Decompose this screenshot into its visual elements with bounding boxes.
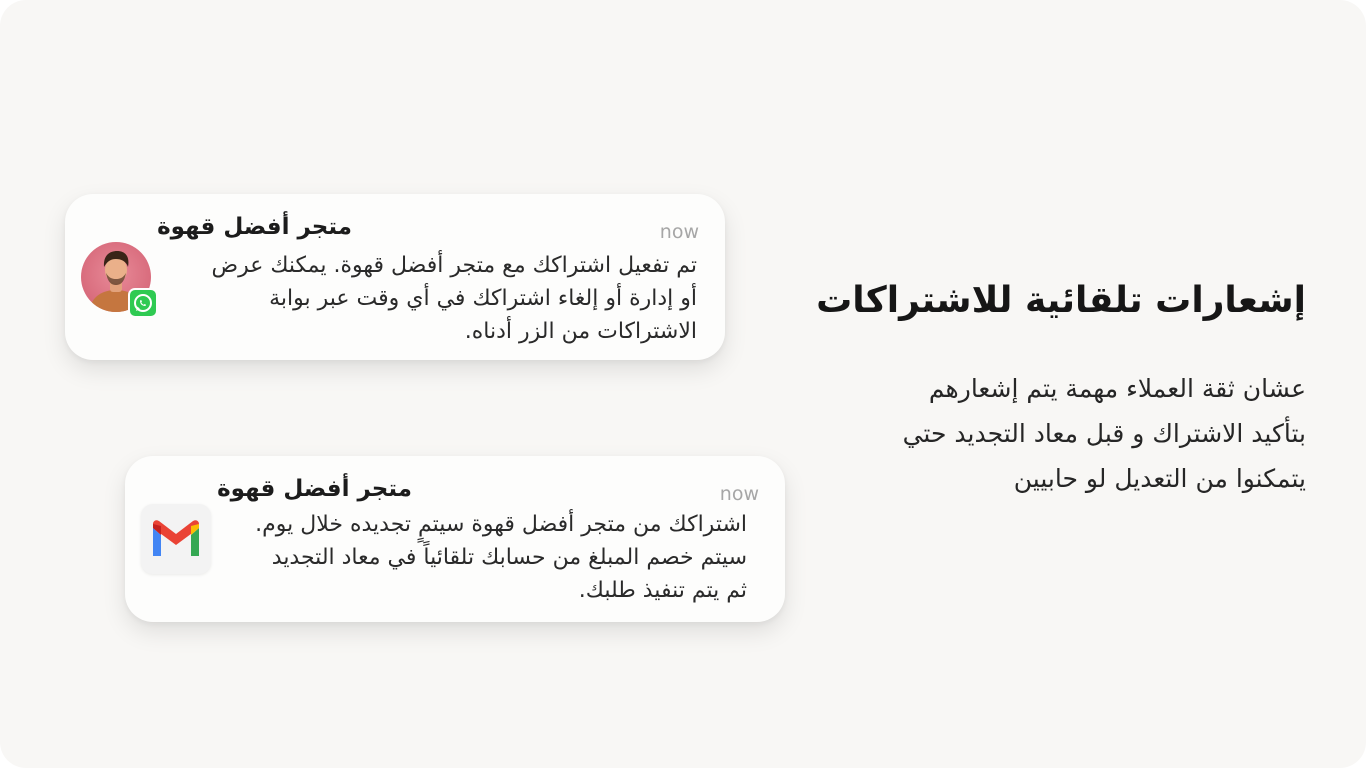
notification-sender: متجر أفضل قهوة [157, 214, 352, 240]
feature-title: إشعارات تلقائية للاشتراكات [816, 280, 1306, 321]
notification-time: now [719, 483, 759, 505]
whatsapp-icon [128, 288, 158, 318]
notification-time: now [659, 221, 699, 243]
feature-description: عشان ثقة العملاء مهمة يتم إشعارهم بتأكيد الاشتراك و قبل معاد التجديد حتي يتمكنوا من التعديل لو حابيين [902, 374, 1306, 493]
notification-message: اشتراكك من متجر أفضل قهوة سيتمٍ تجديده خلال يوم. سيتم خصم المبلغ من حسابك تلقائياً في معاد التجديد ثم يتم تنفيذ طلبك. [255, 512, 747, 603]
gmail-notification[interactable] [125, 456, 785, 622]
notification-sender: متجر أفضل قهوة [217, 476, 412, 502]
notification-message: تم تفعيل اشتراكك مع متجر أفضل قهوة. يمكنك عرض أو إدارة أو إلغاء اشتراكك في أي وقت عبر بوابة الاشتراكات من الزر أدناه. [211, 253, 697, 344]
gmail-icon [141, 504, 211, 574]
whatsapp-notification[interactable] [65, 194, 725, 360]
